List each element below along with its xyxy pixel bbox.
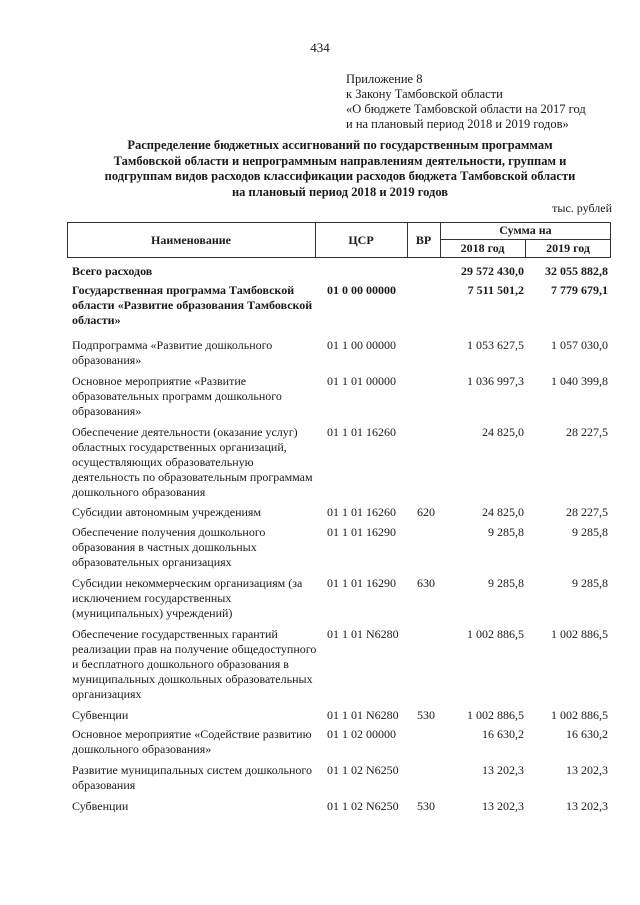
table-row: [72, 425, 612, 500]
row-2019: 1 002 886,5: [551, 708, 608, 722]
row-csr: 01 1 01 N6280: [327, 708, 399, 722]
row-2018: 1 053 627,5: [467, 338, 524, 352]
row-csr: 01 1 02 N6250: [327, 799, 399, 813]
appendix-line: «О бюджете Тамбовской области на 2017 год: [346, 102, 586, 116]
row-csr: 01 0 00 00000: [327, 283, 396, 297]
table-row: [72, 374, 612, 419]
row-2019: 1 002 886,5: [551, 627, 608, 641]
table-row: [72, 727, 612, 757]
row-csr: 01 1 02 00000: [327, 727, 396, 741]
row-name: Субвенции: [72, 708, 129, 722]
row-2019: 13 202,3: [566, 799, 608, 813]
row-2018: 24 825,0: [482, 505, 524, 519]
row-2019: 28 227,5: [566, 505, 608, 519]
table-header: [67, 222, 611, 258]
table-row: [72, 627, 612, 702]
row-2018: 16 630,2: [482, 727, 524, 741]
header-2019: 2019 год: [546, 241, 590, 255]
row-name: Государственная программа Тамбовской области «Развитие образования Тамбовской области»: [72, 283, 313, 327]
row-2018: 24 825,0: [482, 425, 524, 439]
row-name: Обеспечение деятельности (оказание услуг) областных государственных организаций, осуществляющих образовательную деятельность по образовательным программам дошкольного образования: [72, 425, 313, 499]
table-body: [72, 264, 612, 814]
table-row: [72, 505, 612, 520]
row-2019: 9 285,8: [572, 525, 608, 539]
title-line: Распределение бюджетных ассигнований по государственным программам: [127, 138, 553, 152]
row-csr: 01 1 01 16290: [327, 576, 396, 590]
row-csr: 01 1 02 N6250: [327, 763, 399, 777]
row-2019: 9 285,8: [572, 576, 608, 590]
table-row: [72, 576, 612, 621]
row-2019: 16 630,2: [566, 727, 608, 741]
units-label: тыс. рублей: [552, 201, 612, 215]
table-row: [72, 799, 612, 814]
page-number: 434: [310, 40, 330, 55]
row-2019: 32 055 882,8: [545, 264, 608, 278]
appendix-line: Приложение 8: [346, 72, 423, 86]
row-vr: 630: [417, 576, 435, 590]
row-csr: 01 1 01 16260: [327, 505, 396, 519]
row-2018: 1 002 886,5: [467, 708, 524, 722]
table-row: [72, 525, 612, 570]
row-2018: 1 036 997,3: [467, 374, 524, 388]
row-2019: 1 040 399,8: [551, 374, 608, 388]
row-name: Всего расходов: [72, 264, 153, 278]
row-2018: 13 202,3: [482, 763, 524, 777]
row-2018: 9 285,8: [488, 525, 524, 539]
row-vr: 530: [417, 708, 435, 722]
row-2018: 9 285,8: [488, 576, 524, 590]
row-csr: 01 1 00 00000: [327, 338, 396, 352]
row-2018: 1 002 886,5: [467, 627, 524, 641]
appendix-note: [346, 72, 586, 132]
table-row: [72, 338, 612, 368]
title-line: подгруппам видов расходов классификации расходов бюджета Тамбовской области: [104, 169, 576, 183]
row-name: Обеспечение государственных гарантий реализации прав на получение общедоступного и бесплатного дошкольного образования в муниципальных дошкольных образовательных организациях: [72, 627, 317, 701]
title-line: на плановый период 2018 и 2019 годов: [231, 184, 449, 199]
row-csr: 01 1 01 16260: [327, 425, 396, 439]
row-2019: 13 202,3: [566, 763, 608, 777]
table-row: [72, 708, 612, 723]
row-name: Основное мероприятие «Развитие образовательных программ дошкольного образования»: [72, 374, 282, 418]
title-line: Тамбовской области и непрограммным направлениям деятельности, группам и: [113, 153, 567, 168]
row-2018: 13 202,3: [482, 799, 524, 813]
table-row: [72, 264, 612, 279]
row-name: Субсидии некоммерческим организациям (за исключением государственных (муниципальных) учреждений): [72, 576, 303, 620]
row-name: Основное мероприятие «Содействие развитию дошкольного образования»: [72, 727, 312, 756]
appendix-line: к Закону Тамбовской области: [346, 87, 503, 101]
row-name: Субсидии автономным учреждениям: [72, 505, 262, 519]
row-csr: 01 1 01 16290: [327, 525, 396, 539]
row-name: Обеспечение получения дошкольного образования в частных дошкольных образовательных организациях: [72, 525, 266, 569]
table-row: [72, 763, 612, 793]
document-title: [60, 138, 620, 200]
appendix-line: и на плановый период 2018 и 2019 годов»: [346, 117, 569, 131]
row-vr: 530: [417, 799, 435, 813]
header-csr: ЦСР: [348, 233, 374, 247]
row-csr: 01 1 01 N6280: [327, 627, 399, 641]
row-name: Развитие муниципальных систем дошкольного образования: [72, 763, 313, 792]
header-vr: ВР: [415, 233, 432, 247]
row-vr: 620: [417, 505, 435, 519]
header-bottom-border: [67, 257, 611, 258]
row-name: Подпрограмма «Развитие дошкольного образования»: [72, 338, 273, 367]
row-2019: 28 227,5: [566, 425, 608, 439]
header-name: Наименование: [151, 233, 231, 247]
table-row: [72, 283, 612, 328]
row-2019: 7 779 679,1: [551, 283, 608, 297]
header-2018: 2018 год: [460, 241, 505, 255]
row-name: Субвенции: [72, 799, 129, 813]
row-2019: 1 057 030,0: [551, 338, 608, 352]
row-csr: 01 1 01 00000: [327, 374, 396, 388]
header-sum: Сумма на: [499, 223, 552, 237]
row-2018: 29 572 430,0: [461, 264, 524, 278]
row-2018: 7 511 501,2: [467, 283, 524, 297]
